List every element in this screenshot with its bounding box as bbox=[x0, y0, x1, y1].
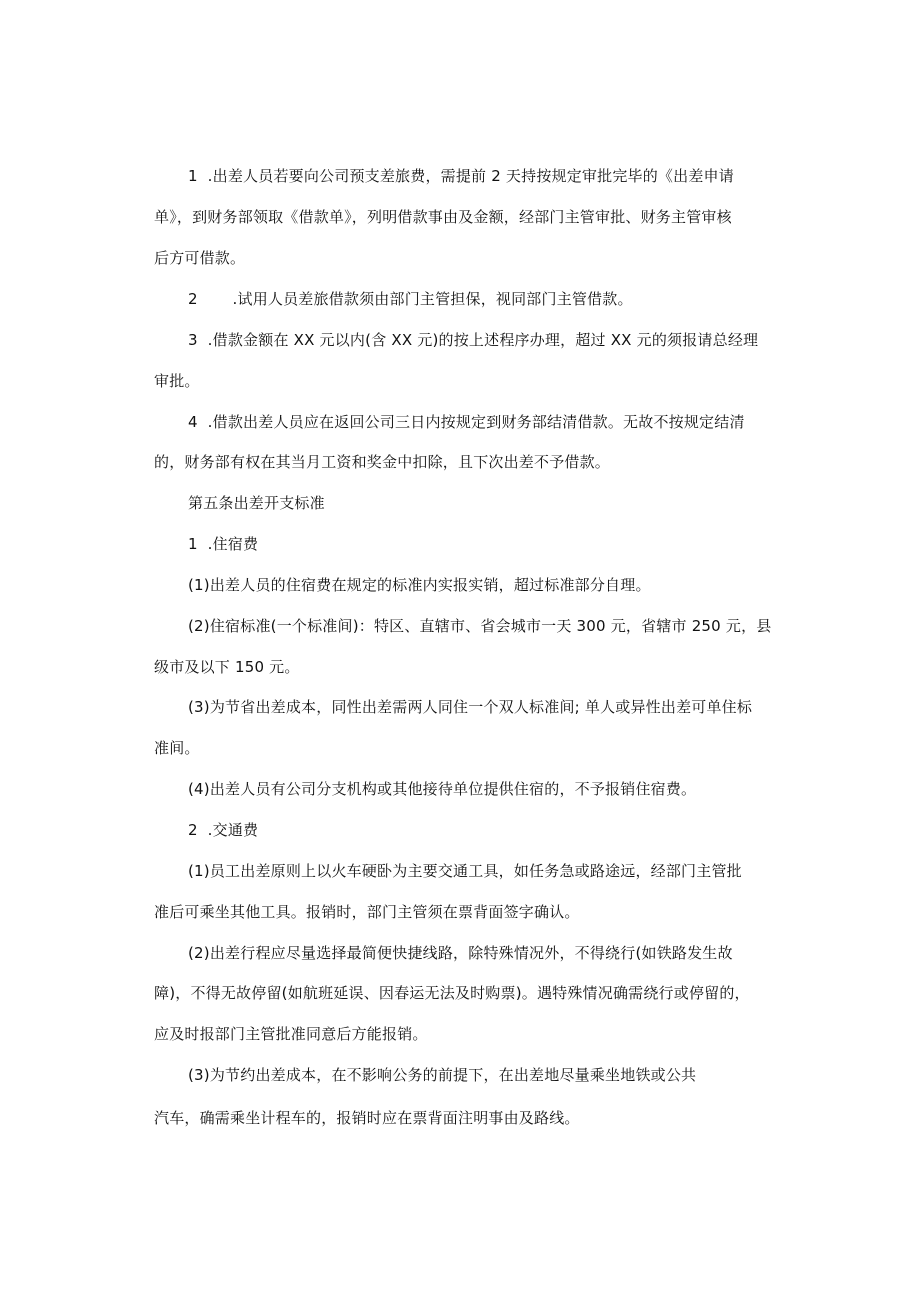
text-line: 单》，到财务部领取《借款单》，列明借款事由及金额，经部门主管审批、财务主管审核 bbox=[154, 208, 732, 226]
text-line: 2 .试用人员差旅借款须由部门主管担保，视同部门主管借款。 bbox=[188, 290, 633, 308]
text-line: 1 .住宿费 bbox=[188, 535, 259, 553]
section-heading: 第五条出差开支标准 bbox=[188, 494, 325, 512]
text-line: 审批。 bbox=[154, 372, 200, 390]
text-line: (3)为节省出差成本，同性出差需两人同住一个双人标准间; 单人或异性出差可单住标 bbox=[188, 698, 753, 716]
text-line: (2)住宿标准(一个标准间)：特区、直辖市、省会城市一天 300 元，省辖市 250 元，县 bbox=[188, 617, 772, 635]
text-line: (3)为节约出差成本，在不影响公务的前提下，在出差地尽量乘坐地铁或公共 bbox=[188, 1066, 697, 1084]
text-line: 4 .借款出差人员应在返回公司三日内按规定到财务部结清借款。无故不按规定结清 bbox=[188, 413, 745, 431]
text-line: (2)出差行程应尽量选择最简便快捷线路，除特殊情况外，不得绕行(如铁路发生故 bbox=[188, 944, 733, 962]
text-line: 准间。 bbox=[154, 739, 200, 757]
text-line: 障)，不得无故停留(如航班延误、因春运无法及时购票)。遇特殊情况确需绕行或停留的， bbox=[154, 984, 750, 1002]
text-line: 的，财务部有权在其当月工资和奖金中扣除，且下次出差不予借款。 bbox=[154, 453, 611, 471]
text-line: (1)员工出差原则上以火车硬卧为主要交通工具，如任务急或路途远，经部门主管批 bbox=[188, 862, 742, 880]
text-line: (4)出差人员有公司分支机构或其他接待单位提供住宿的，不予报销住宿费。 bbox=[188, 780, 697, 798]
text-line: 后方可借款。 bbox=[154, 249, 246, 267]
text-line: 汽车，确需乘坐计程车的，报销时应在票背面注明事由及路线。 bbox=[154, 1109, 580, 1127]
text-line: 2 .交通费 bbox=[188, 821, 259, 839]
text-line: 3 .借款金额在 XX 元以内(含 XX 元)的按上述程序办理，超过 XX 元的须报请总经理 bbox=[188, 331, 759, 349]
text-line: 应及时报部门主管批准同意后方能报销。 bbox=[154, 1025, 428, 1043]
text-line: (1)出差人员的住宿费在规定的标准内实报实销，超过标准部分自理。 bbox=[188, 576, 651, 594]
text-line: 级市及以下 150 元。 bbox=[154, 658, 300, 676]
text-line: 准后可乘坐其他工具。报销时，部门主管须在票背面签字确认。 bbox=[154, 903, 580, 921]
text-line: 1 .出差人员若要向公司预支差旅费，需提前 2 天持按规定审批完毕的《出差申请 bbox=[188, 167, 734, 185]
